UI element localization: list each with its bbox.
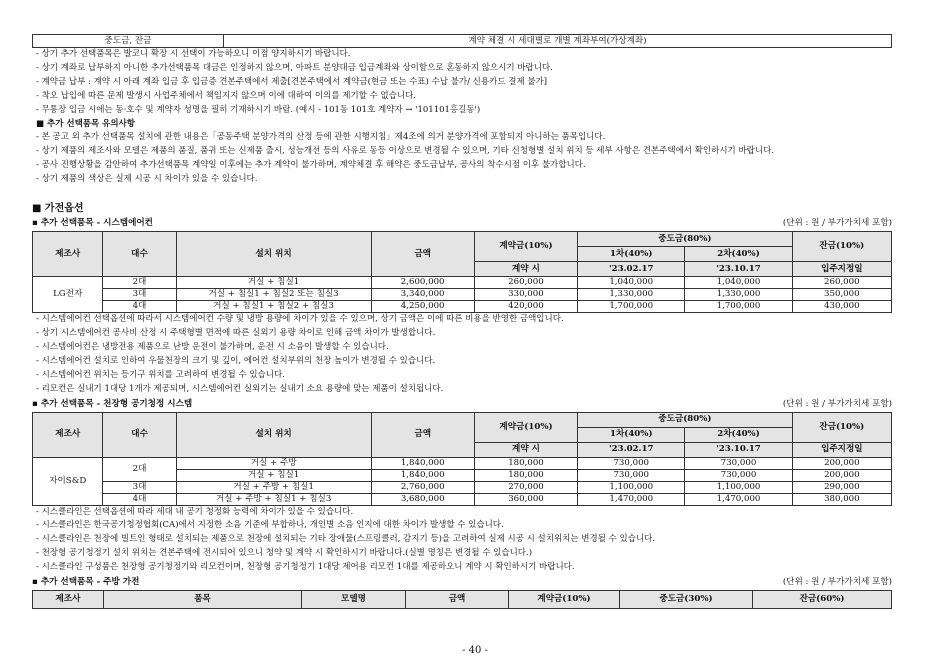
count-cell: 2대 (103, 277, 176, 289)
note-line: - 상기 시스템에어컨 공사비 산정 시 주택형별 면적에 따른 실외기 용량 차이로 인해 금액 차이가 발생합니다. (36, 327, 436, 338)
note-line: - 시스템에어컨 설치로 인하여 우물천장의 크기 및 깊이, 에어컨 설치부위의 천장 높이가 변경될 수 있습니다. (36, 355, 436, 366)
caution-heading: ■ 추가 선택품목 유의사항 (36, 118, 136, 129)
location-cell: 거실 + 주방 + 침실1 (176, 481, 371, 493)
amount-cell: 4,250,000 (371, 301, 474, 313)
note-line: - 시스클라인은 선택옵션에 따라 세대 내 공기 청정화 능력에 차이가 있을 수 있습니다. (36, 506, 354, 517)
document-page (32, 34, 892, 609)
col-count: 대수 (103, 232, 176, 277)
deposit-cell: 270,000 (474, 481, 577, 493)
col-balance: 잔금(10%) (792, 412, 891, 442)
date1: '23.02.17 (578, 442, 685, 457)
col-mid1: 1차(40%) (578, 427, 685, 442)
col-amount: 금액 (371, 232, 474, 277)
amount-cell: 2,760,000 (371, 481, 474, 493)
note-line: - 무통장 입금 시에는 동·호수 및 계약자 성명을 필히 기재하시기 바람. (예시 - 101동 101호 계약자 → '101101홍길동') (36, 104, 481, 115)
count-cell: 3대 (103, 289, 176, 301)
deposit-cell: 360,000 (474, 493, 577, 505)
table-row (33, 277, 892, 289)
location-cell: 거실 + 침실1 + 침실2 또는 침실3 (176, 289, 371, 301)
on-contract: 계약 시 (474, 262, 577, 277)
deposit-cell: 260,000 (474, 277, 577, 289)
date2: '23.10.17 (685, 262, 792, 277)
note-line: - 상기 계좌로 납부하지 아니한 추가선택품목 대금은 인정하지 않으며, 아파트 분양대금 입금계좌와 상이함으로 혼동하지 않으시기 바랍니다. (36, 62, 553, 73)
balance-cell: 430,000 (792, 301, 891, 313)
col-deposit: 계약금(10%) (474, 232, 577, 262)
aircon-title: ▪ 추가 선택품목 - 시스템에어컨 (32, 218, 153, 229)
purifier-notes (32, 506, 892, 576)
mid2-cell: 730,000 (685, 469, 792, 481)
col-mid2: 2차(40%) (685, 427, 792, 442)
location-cell: 거실 + 침실1 + 침실2 + 침실3 (176, 301, 371, 313)
maker-cell: 자이S&D (33, 457, 103, 505)
kitchen-title: ▪ 추가 선택품목 - 주방 가전 (32, 577, 140, 588)
mid2-cell: 1,100,000 (685, 481, 792, 493)
amount-cell: 1,840,000 (371, 469, 474, 481)
note-line: - 착오 납입에 따른 문제 발생시 사업주체에서 책임지지 않으며 이에 대하여 이의를 제기할 수 없습니다. (36, 90, 417, 101)
col-item: 품목 (104, 591, 302, 609)
balance-cell: 200,000 (792, 469, 891, 481)
date1: '23.02.17 (578, 262, 685, 277)
col-model: 모델명 (302, 591, 406, 609)
note-line: - 시스클라인은 한국공기청정협회(CA)에서 지정한 소음 기준에 부합하나, 개인별 소음 인지에 대한 차이가 발생할 수 있습니다. (36, 520, 504, 531)
maker-cell: LG전자 (33, 277, 103, 313)
note-line: - 천장형 공기청정기 설치 위치는 견본주택에 전시되어 있으니 청약 및 계약 시 확인하시기 바랍니다.(실별 명칭은 변경될 수 있습니다.) (36, 548, 533, 559)
count-cell: 4대 (103, 301, 176, 313)
col-mid1: 1차(40%) (578, 247, 685, 262)
move-in: 입주지정일 (792, 442, 891, 457)
col-deposit: 계약금(10%) (474, 412, 577, 442)
note-line: - 상기 제품의 제조사와 모델은 제품의 품질, 품귀 또는 신제품 출시, 성능개선 등의 사유로 동등 이상으로 변경될 수 있으며, 기타 신청형별 설치 위치 등 세부 사항은 견본주택에서 확인하시기 바랍니다. (36, 146, 775, 157)
location-cell: 거실 + 주방 (176, 457, 371, 469)
note-line: - 상기 추가 선택품목은 발코니 확장 시 선택이 가능하오니 이점 양지하시기 바랍니다. (36, 49, 351, 59)
aircon-table (32, 231, 892, 313)
kitchen-subheading (32, 575, 892, 590)
on-contract: 계약 시 (474, 442, 577, 457)
col-balance: 잔금(60%) (753, 591, 892, 609)
location-cell: 거실 + 주방 + 침실1 + 침실3 (176, 493, 371, 505)
purifier-table (32, 412, 892, 506)
col-balance: 잔금(10%) (792, 232, 891, 262)
unit-note: (단위 : 원 / 부가가치세 포함) (782, 218, 892, 229)
mid1-cell: 730,000 (578, 469, 685, 481)
page-number: - 40 - (462, 645, 488, 656)
col-location: 설치 위치 (176, 232, 371, 277)
unit-note: (단위 : 원 / 부가가치세 포함) (782, 577, 892, 588)
balance-cell: 260,000 (792, 277, 891, 289)
amount-cell: 1,840,000 (371, 457, 474, 469)
location-cell: 거실 + 침실1 (176, 277, 371, 289)
mid2-cell: 730,000 (685, 457, 792, 469)
col-maker: 제조사 (33, 591, 104, 609)
amount-cell: 3,340,000 (371, 289, 474, 301)
col-count: 대수 (103, 412, 176, 457)
notes-a (32, 48, 892, 187)
amount-cell: 3,680,000 (371, 493, 474, 505)
aircon-notes (32, 313, 892, 396)
table-row (33, 289, 892, 301)
col-deposit: 계약금(10%) (509, 591, 620, 609)
col-amount: 금액 (371, 412, 474, 457)
mid2-cell: 1,700,000 (685, 301, 792, 313)
col-mid2: 2차(40%) (685, 247, 792, 262)
mid1-cell: 730,000 (578, 457, 685, 469)
col-maker: 제조사 (33, 232, 103, 277)
mid1-cell: 1,100,000 (578, 481, 685, 493)
table-row (33, 457, 892, 469)
mid1-cell: 1,330,000 (578, 289, 685, 301)
count-cell: 4대 (103, 493, 176, 505)
account-table (32, 34, 892, 48)
mid1-cell: 1,040,000 (578, 277, 685, 289)
note-line: - 본 공고 외 추가 선택품목 설치에 관한 내용은「공동주택 분양가격의 산정 등에 관한 시행지침」제4조에 의거 분양가격에 포함되지 아니하는 품목입니다. (36, 132, 606, 143)
amount-cell: 2,600,000 (371, 277, 474, 289)
account-col-label: 중도금, 잔금 (33, 35, 224, 48)
move-in: 입주지정일 (792, 262, 891, 277)
purifier-subheading (32, 397, 892, 412)
location-cell: 거실 + 침실1 (176, 469, 371, 481)
col-mid: 중도금(30%) (620, 591, 753, 609)
section-title: ■ 가전옵션 (32, 203, 84, 215)
col-mid: 중도금(80%) (578, 232, 793, 247)
deposit-cell: 330,000 (474, 289, 577, 301)
mid2-cell: 1,330,000 (685, 289, 792, 301)
col-amount: 금액 (406, 591, 509, 609)
kitchen-table (32, 590, 892, 609)
col-maker: 제조사 (33, 412, 103, 457)
count-cell: 3대 (103, 481, 176, 493)
balance-cell: 200,000 (792, 457, 891, 469)
deposit-cell: 420,000 (474, 301, 577, 313)
table-row (33, 301, 892, 313)
note-line: - 시스템에어컨은 냉방전용 제품으로 난방 운전이 불가하며, 운전 시 소음이 발생할 수 있습니다. (36, 341, 389, 352)
table-row (33, 493, 892, 505)
count-cell: 2대 (103, 457, 176, 481)
note-line: - 계약금 납부 : 계약 시 아래 계좌 입금 후 입금증 견본주택에서 제출[견본주택에서 계약금(현금 또는 수표) 수납 불가/ 신용카드 결제 불가] (36, 76, 548, 87)
note-line: - 공사 진행상황을 감안하여 추가선택품목 계약일 이후에는 추가 계약이 불가하며, 계약체결 후 해약은 중도금납부, 공사의 착수시점 이후 불가합니다. (36, 160, 586, 171)
col-mid: 중도금(80%) (578, 412, 793, 427)
note-line: - 상기 제품의 색상은 실제 시공 시 차이가 있을 수 있습니다. (36, 174, 258, 185)
col-location: 설치 위치 (176, 412, 371, 457)
unit-note: (단위 : 원 / 부가가치세 포함) (782, 398, 892, 409)
mid2-cell: 1,040,000 (685, 277, 792, 289)
aircon-subheading (32, 216, 892, 231)
note-line: - 시스템에어컨 위치는 등기구 위치를 고려하여 변경될 수 있습니다. (36, 369, 285, 380)
account-col-value: 계약 체결 시 세대별로 개별 계좌부여(가상계좌) (224, 35, 892, 48)
note-line: - 시스클라인 구성품은 천장형 공기청정기와 리모컨이며, 천장형 공기청정기 1대당 제어용 리모컨 1대를 제공하오니 계약 시 확인하시기 바랍니다. (36, 562, 575, 573)
mid1-cell: 1,700,000 (578, 301, 685, 313)
balance-cell: 290,000 (792, 481, 891, 493)
balance-cell: 380,000 (792, 493, 891, 505)
mid1-cell: 1,470,000 (578, 493, 685, 505)
purifier-title: ▪ 추가 선택품목 - 천장형 공기청정 시스템 (32, 398, 193, 409)
table-row (33, 481, 892, 493)
balance-cell: 350,000 (792, 289, 891, 301)
note-line: - 리모컨은 실내기 1대당 1개가 제공되며, 시스템에어컨 실외기는 실내기 소요 용량에 맞는 제품이 설치됩니다. (36, 383, 444, 394)
note-line: - 시스템에어컨 선택옵션에 따라서 시스템에어컨 수량 및 냉방 용량에 차이가 있을 수 있으며, 상기 금액은 이에 따른 비용을 반영한 금액입니다. (36, 314, 564, 325)
mid2-cell: 1,470,000 (685, 493, 792, 505)
note-line: - 시스클라인은 천장에 빌트인 형태로 설치되는 제품으로 천장에 설치되는 기타 장애물(스프링클러, 감지기 등)을 고려하여 실제 시공 시 설치위치는 변경될 수 있습니다. (36, 534, 656, 545)
date2: '23.10.17 (685, 442, 792, 457)
deposit-cell: 180,000 (474, 457, 577, 469)
deposit-cell: 180,000 (474, 469, 577, 481)
